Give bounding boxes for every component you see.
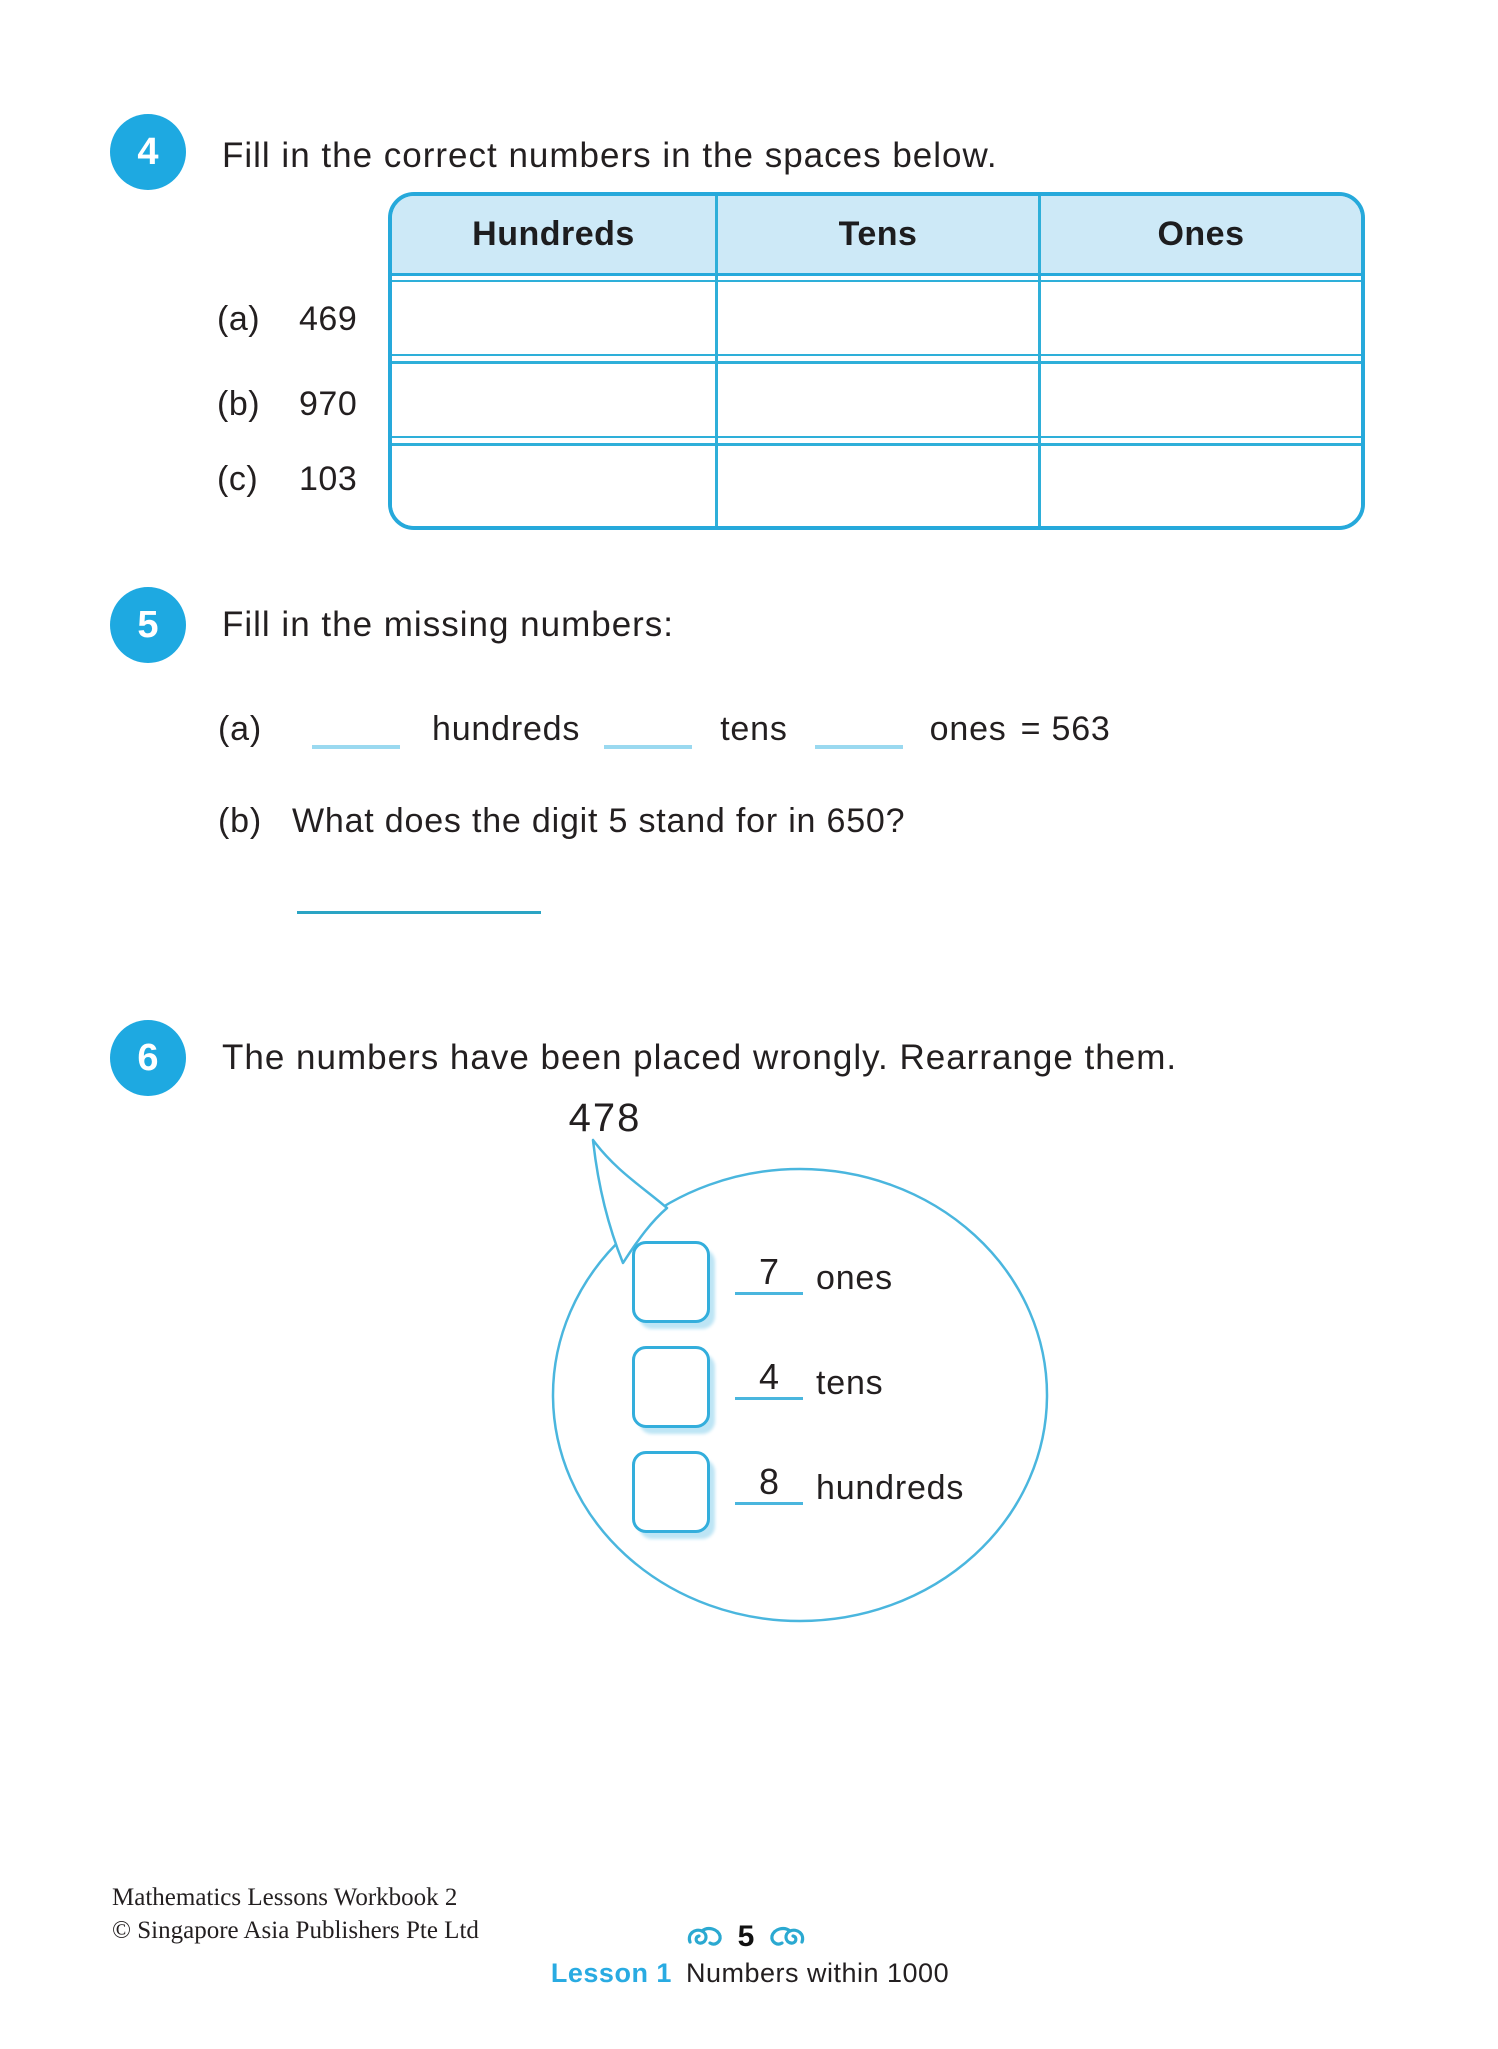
page-number-row xyxy=(646,1920,846,1954)
table-separator xyxy=(715,354,1038,364)
question-5a-line xyxy=(218,703,1111,749)
row-label-c-letter: (c) xyxy=(217,460,259,498)
word-label-hundreds: hundreds xyxy=(816,1469,965,1507)
part-b-question: What does the digit 5 stand for in 650? xyxy=(292,802,906,840)
question-5-badge xyxy=(110,587,186,663)
lesson-footer xyxy=(420,1958,1080,1989)
row-label-a-letter: (a) xyxy=(217,300,261,338)
answer-cell-b-ones[interactable] xyxy=(1038,364,1361,436)
row-label-b-letter: (b) xyxy=(217,385,261,423)
callout-number: 478 xyxy=(568,1096,642,1140)
lesson-label: Lesson 1 xyxy=(550,1958,672,1988)
flourish-right-icon xyxy=(768,1924,806,1950)
word-ones: ones xyxy=(929,710,1007,748)
blank-tens[interactable] xyxy=(604,709,692,749)
blank-ones[interactable] xyxy=(815,709,903,749)
rearrange-box-3[interactable] xyxy=(632,1451,710,1533)
question-5-number: 5 xyxy=(137,603,159,646)
question-5b-line xyxy=(218,795,905,841)
blank-hundreds[interactable] xyxy=(312,709,400,749)
word-label-ones: ones xyxy=(816,1259,893,1297)
digit-hundreds: 8 xyxy=(735,1462,803,1505)
answer-cell-b-hundreds[interactable] xyxy=(392,364,715,436)
answer-cell-c-tens[interactable] xyxy=(715,446,1038,526)
word-hundreds: hundreds xyxy=(432,710,581,748)
table-header-ones: Ones xyxy=(1038,196,1361,276)
row-label-a xyxy=(217,300,357,339)
flourish-left-icon xyxy=(686,1924,724,1950)
row-label-b xyxy=(217,385,357,424)
word-label-tens: tens xyxy=(816,1364,884,1402)
question-5-title: Fill in the missing numbers: xyxy=(222,605,675,644)
footer-copyright: © Singapore Asia Publishers Pte Ltd xyxy=(112,1917,479,1944)
page-number: 5 xyxy=(737,1920,755,1953)
answer-line-5b[interactable] xyxy=(297,911,541,914)
question-6-number: 6 xyxy=(137,1036,159,1079)
part-b-label: (b) xyxy=(218,802,262,840)
answer-cell-a-hundreds[interactable] xyxy=(392,282,715,354)
row-label-c xyxy=(217,460,357,499)
answer-cell-a-ones[interactable] xyxy=(1038,282,1361,354)
question-6-title: The numbers have been placed wrongly. Rearrange them. xyxy=(222,1038,1178,1077)
question-4-title: Fill in the correct numbers in the spaces below. xyxy=(222,136,998,175)
table-separator xyxy=(1038,436,1361,446)
lesson-title: Numbers within 1000 xyxy=(685,1958,950,1988)
table-separator xyxy=(715,436,1038,446)
answer-cell-b-tens[interactable] xyxy=(715,364,1038,436)
digit-ones: 7 xyxy=(735,1252,803,1295)
answer-cell-a-tens[interactable] xyxy=(715,282,1038,354)
table-header-hundreds: Hundreds xyxy=(392,196,715,276)
equation-result: = 563 xyxy=(1020,710,1111,748)
word-tens: tens xyxy=(720,710,788,748)
rearrange-box-2[interactable] xyxy=(632,1346,710,1428)
table-separator xyxy=(1038,354,1361,364)
rearrange-box-1[interactable] xyxy=(632,1241,710,1323)
answer-cell-c-hundreds[interactable] xyxy=(392,446,715,526)
question-4-number: 4 xyxy=(137,130,159,173)
answer-cell-c-ones[interactable] xyxy=(1038,446,1361,526)
table-header-tens: Tens xyxy=(715,196,1038,276)
digit-tens: 4 xyxy=(735,1357,803,1400)
part-a-label: (a) xyxy=(218,710,262,748)
table-separator xyxy=(392,436,715,446)
question-4-badge xyxy=(110,114,186,190)
row-label-c-value: 103 xyxy=(299,460,358,498)
question-6-badge xyxy=(110,1020,186,1096)
table-separator xyxy=(392,354,715,364)
place-value-table xyxy=(388,192,1365,530)
row-label-a-value: 469 xyxy=(299,300,358,338)
footer-book-title: Mathematics Lessons Workbook 2 xyxy=(112,1884,458,1911)
row-label-b-value: 970 xyxy=(299,385,358,423)
